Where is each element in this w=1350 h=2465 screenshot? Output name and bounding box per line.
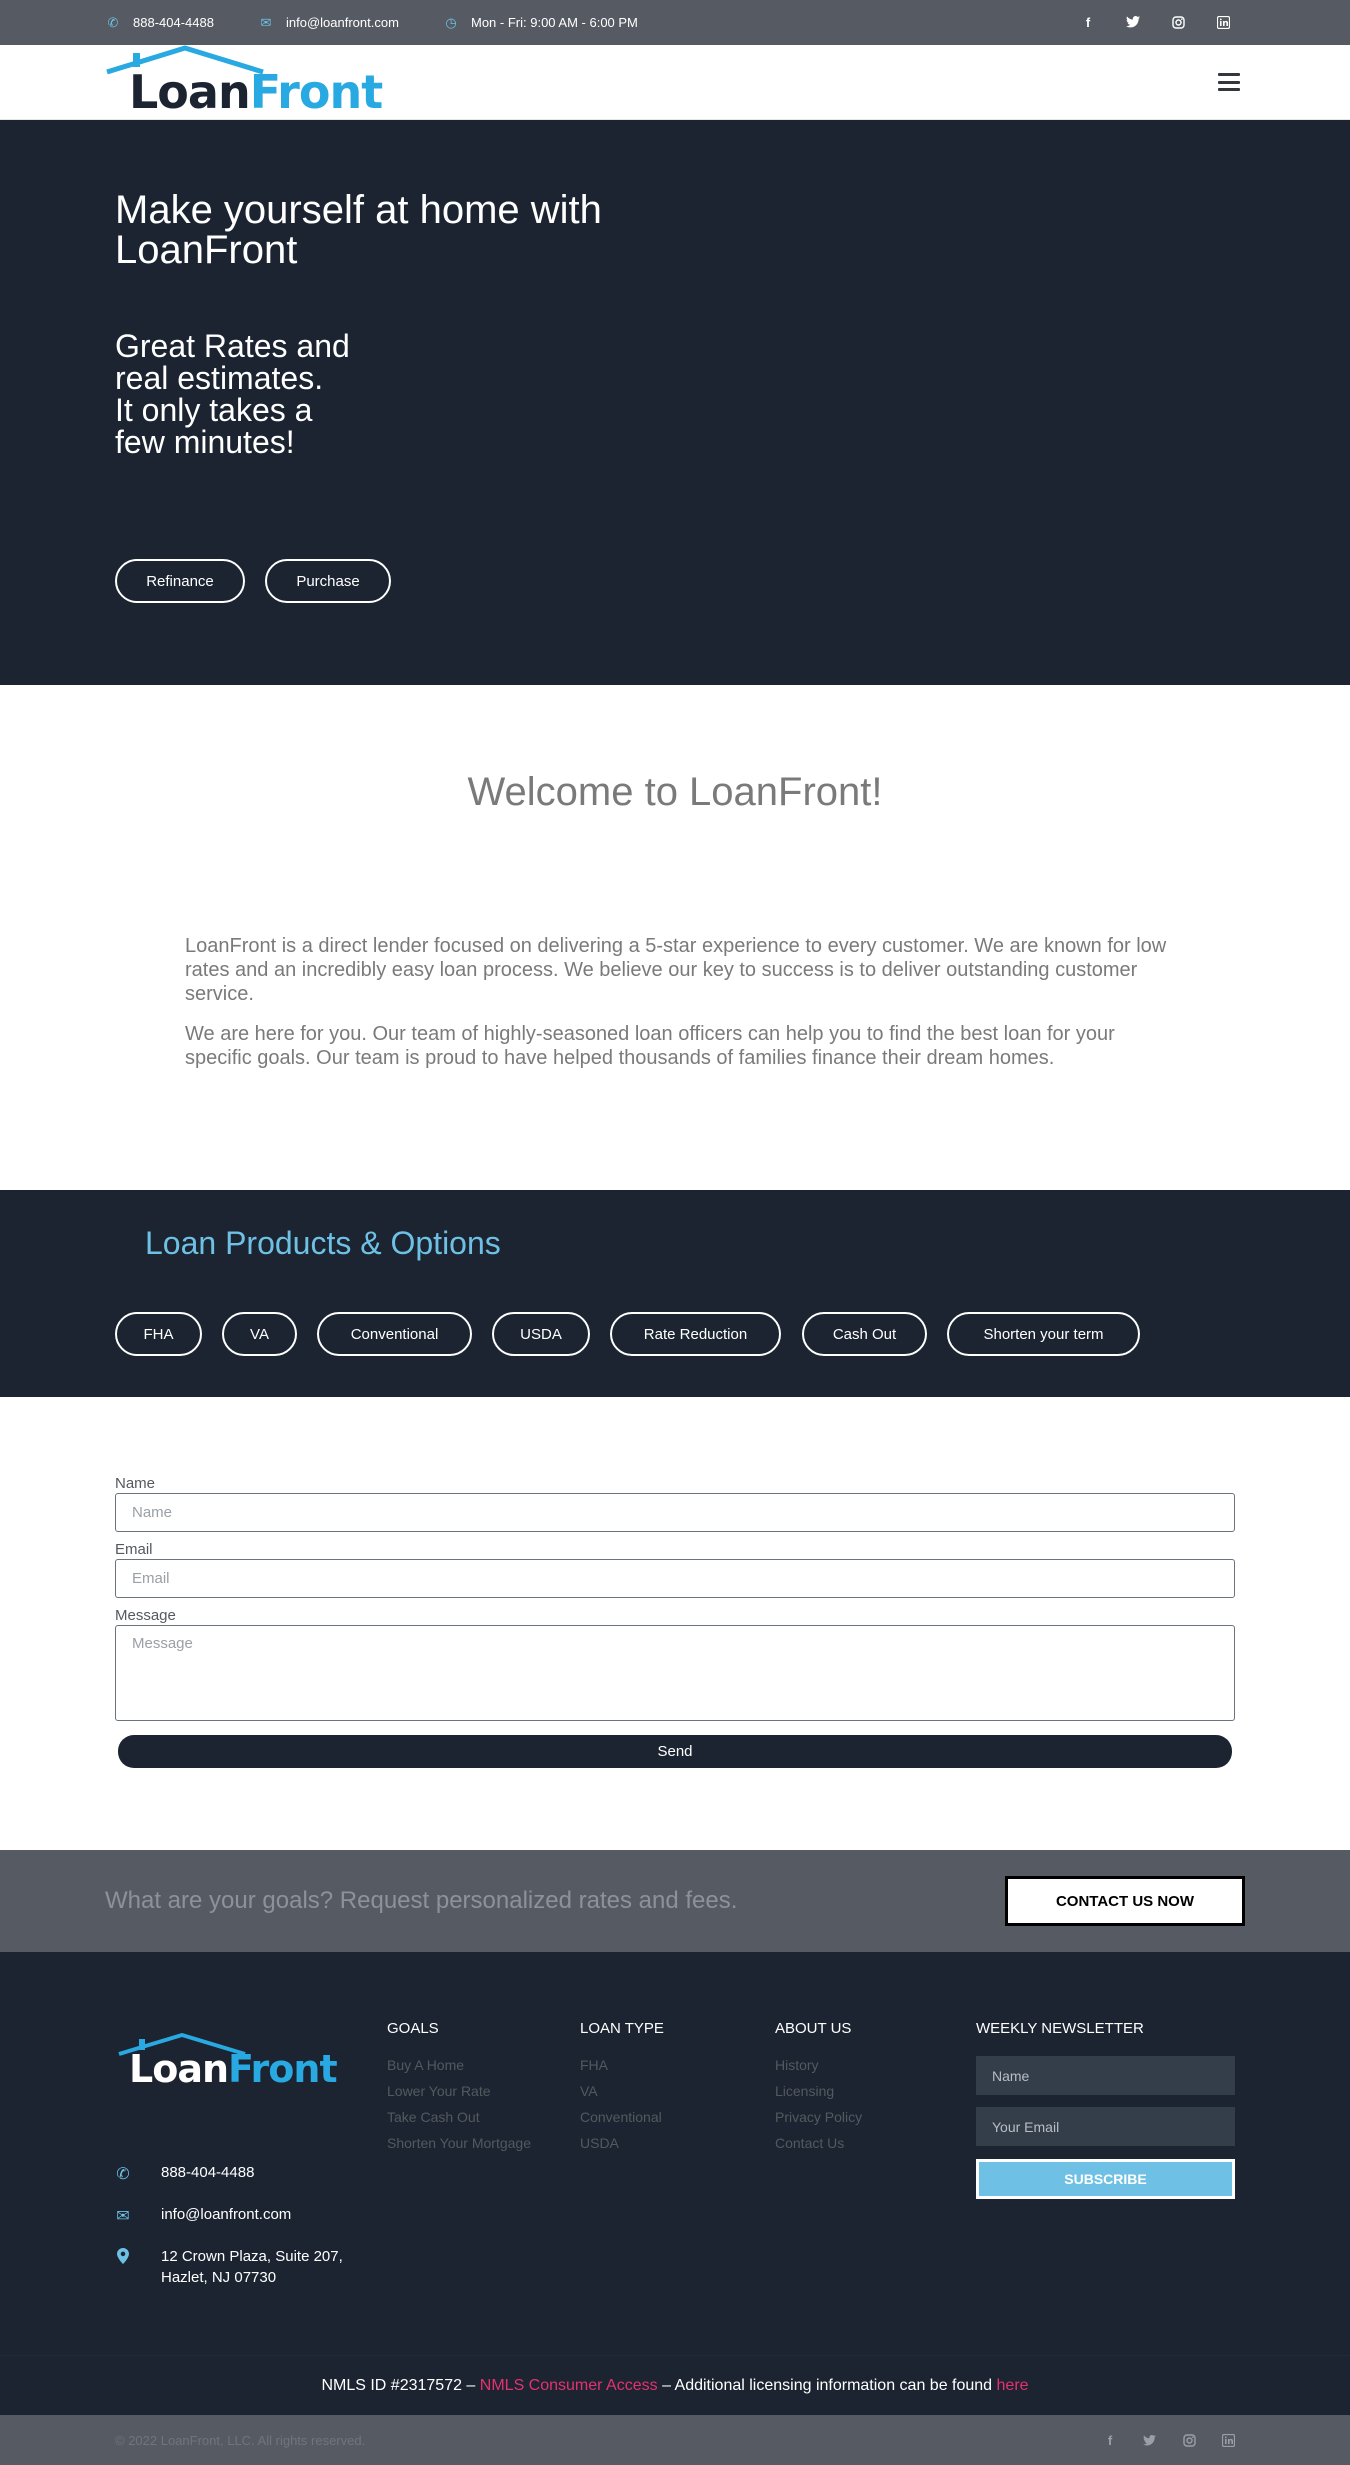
nmls-bar <box>0 2355 1350 2415</box>
nmls-here-link[interactable]: here <box>996 2376 1029 2394</box>
footer-link-buy-home[interactable]: Buy A Home <box>387 2057 465 2073</box>
facebook-icon[interactable]: f <box>1085 14 1091 30</box>
hero-title: Make yourself at home with LoanFront <box>115 188 602 272</box>
envelope-icon: ✉ <box>260 14 272 30</box>
product-conventional-button[interactable]: Conventional <box>317 1312 472 1356</box>
footer-phone-text: 888-404-4488 <box>161 2164 255 2181</box>
topbar-email[interactable] <box>258 0 399 45</box>
refinance-button[interactable]: Refinance <box>115 559 245 603</box>
logo-text-front: Front <box>249 65 383 119</box>
nmls-consumer-access-link[interactable]: NMLS Consumer Access <box>479 2376 658 2394</box>
purchase-button[interactable]: Purchase <box>265 559 391 603</box>
products-title: Loan Products & Options <box>145 1225 501 1261</box>
footer-logo-text-loan: Loan <box>129 2047 229 2091</box>
footer-link-contact-us[interactable]: Contact Us <box>775 2135 845 2151</box>
footer-logo[interactable] <box>117 2032 367 2092</box>
footer-phone-icon: ✆ <box>116 2166 130 2183</box>
about-us-title: ABOUT US <box>775 2020 852 2037</box>
footer-link-history[interactable]: History <box>775 2057 819 2073</box>
logo-text-loan: Loan <box>129 65 250 119</box>
site-footer <box>0 1952 1350 2355</box>
bottom-bar <box>0 2415 1350 2465</box>
product-fha-button[interactable]: FHA <box>115 1312 202 1356</box>
topbar-phone-text: 888-404-4488 <box>133 15 214 30</box>
footer-address <box>115 2246 343 2288</box>
topbar-hours-text: Mon - Fri: 9:00 AM - 6:00 PM <box>471 15 638 30</box>
message-textarea[interactable]: Message <box>115 1625 1235 1721</box>
footer-link-fha[interactable]: FHA <box>580 2057 608 2073</box>
product-rate-reduction-button[interactable]: Rate Reduction <box>610 1312 781 1356</box>
loanfront-logo[interactable] <box>105 45 415 120</box>
footer-phone[interactable] <box>115 2162 254 2185</box>
footer-email-text: info@loanfront.com <box>161 2206 292 2223</box>
product-usda-button[interactable]: USDA <box>492 1312 590 1356</box>
footer-link-take-cash-out[interactable]: Take Cash Out <box>387 2109 480 2125</box>
footer-twitter-icon[interactable] <box>1140 2431 1158 2449</box>
twitter-icon[interactable] <box>1124 13 1142 31</box>
loan-products-section <box>0 1190 1350 1397</box>
footer-link-usda[interactable]: USDA <box>580 2135 619 2151</box>
footer-envelope-icon: ✉ <box>116 2208 130 2225</box>
footer-link-licensing[interactable]: Licensing <box>775 2083 835 2099</box>
footer-link-shorten-mortgage[interactable]: Shorten Your Mortgage <box>387 2135 531 2151</box>
footer-link-lower-rate[interactable]: Lower Your Rate <box>387 2083 491 2099</box>
footer-link-privacy-policy[interactable]: Privacy Policy <box>775 2109 863 2125</box>
linkedin-icon[interactable] <box>1214 13 1232 31</box>
footer-logo-text-front: Front <box>228 2047 337 2091</box>
copyright-text: © 2022 LoanFront, LLC. All rights reserved. <box>115 2432 366 2448</box>
cta-text: What are your goals? Request personalized rates and fees. <box>105 1887 738 1914</box>
product-va-button[interactable]: VA <box>222 1312 297 1356</box>
subscribe-button[interactable]: SUBSCRIBE <box>976 2159 1235 2199</box>
footer-address-text: 12 Crown Plaza, Suite 207, Hazlet, NJ 07730 <box>161 2248 343 2286</box>
send-button[interactable]: Send <box>118 1735 1232 1768</box>
contact-us-button[interactable]: CONTACT US NOW <box>1005 1876 1245 1926</box>
footer-email[interactable] <box>115 2204 291 2227</box>
product-cash-out-button[interactable]: Cash Out <box>802 1312 927 1356</box>
loan-type-title: LOAN TYPE <box>580 2020 664 2037</box>
footer-link-conventional[interactable]: Conventional <box>580 2109 662 2125</box>
email-label: Email <box>115 1541 153 1558</box>
footer-instagram-icon[interactable] <box>1180 2431 1198 2449</box>
name-input[interactable]: Name <box>115 1493 1235 1532</box>
nmls-prefix: NMLS ID #2317572 – <box>321 2376 480 2394</box>
footer-linkedin-icon[interactable] <box>1219 2431 1237 2449</box>
site-header <box>0 45 1350 120</box>
topbar-phone[interactable] <box>105 0 214 45</box>
welcome-title: Welcome to LoanFront! <box>467 770 883 814</box>
clock-icon: ◷ <box>445 14 457 30</box>
topbar-hours <box>443 0 638 45</box>
email-input[interactable]: Email <box>115 1559 1235 1598</box>
footer-facebook-icon[interactable]: f <box>1107 2432 1113 2448</box>
message-label: Message <box>115 1607 176 1624</box>
nmls-middle-text: – Additional licensing information can be found <box>657 2376 997 2394</box>
top-bar <box>0 0 1350 45</box>
newsletter-name-input[interactable]: Name <box>976 2056 1235 2095</box>
hero-section <box>0 120 1350 685</box>
name-label: Name <box>115 1475 156 1492</box>
welcome-paragraph-1: LoanFront is a direct lender focused on delivering a 5-star experience to every customer. We are known for low rates and an incredibly easy loan process. We believe our key to success is to deliver outstanding customer service. <box>185 935 1167 1005</box>
newsletter-title: WEEKLY NEWSLETTER <box>976 2020 1144 2037</box>
goals-title: GOALS <box>387 2020 439 2037</box>
map-pin-icon <box>115 2246 131 2288</box>
footer-link-va[interactable]: VA <box>580 2083 598 2099</box>
hamburger-menu-icon[interactable] <box>1218 73 1240 91</box>
newsletter-email-input[interactable]: Your Email <box>976 2107 1235 2146</box>
hero-subtitle: Great Rates and real estimates. It only takes a few minutes! <box>115 328 350 460</box>
cta-banner <box>0 1850 1350 1952</box>
instagram-icon[interactable] <box>1169 13 1187 31</box>
product-shorten-term-button[interactable]: Shorten your term <box>947 1312 1140 1356</box>
phone-icon: ✆ <box>107 14 119 30</box>
topbar-email-text: info@loanfront.com <box>286 15 399 30</box>
welcome-paragraph-2: We are here for you. Our team of highly-seasoned loan officers can help you to find the best loan for your specific goals. Our team is proud to have helped thousands of families finance their dream homes. <box>185 1023 1115 1069</box>
